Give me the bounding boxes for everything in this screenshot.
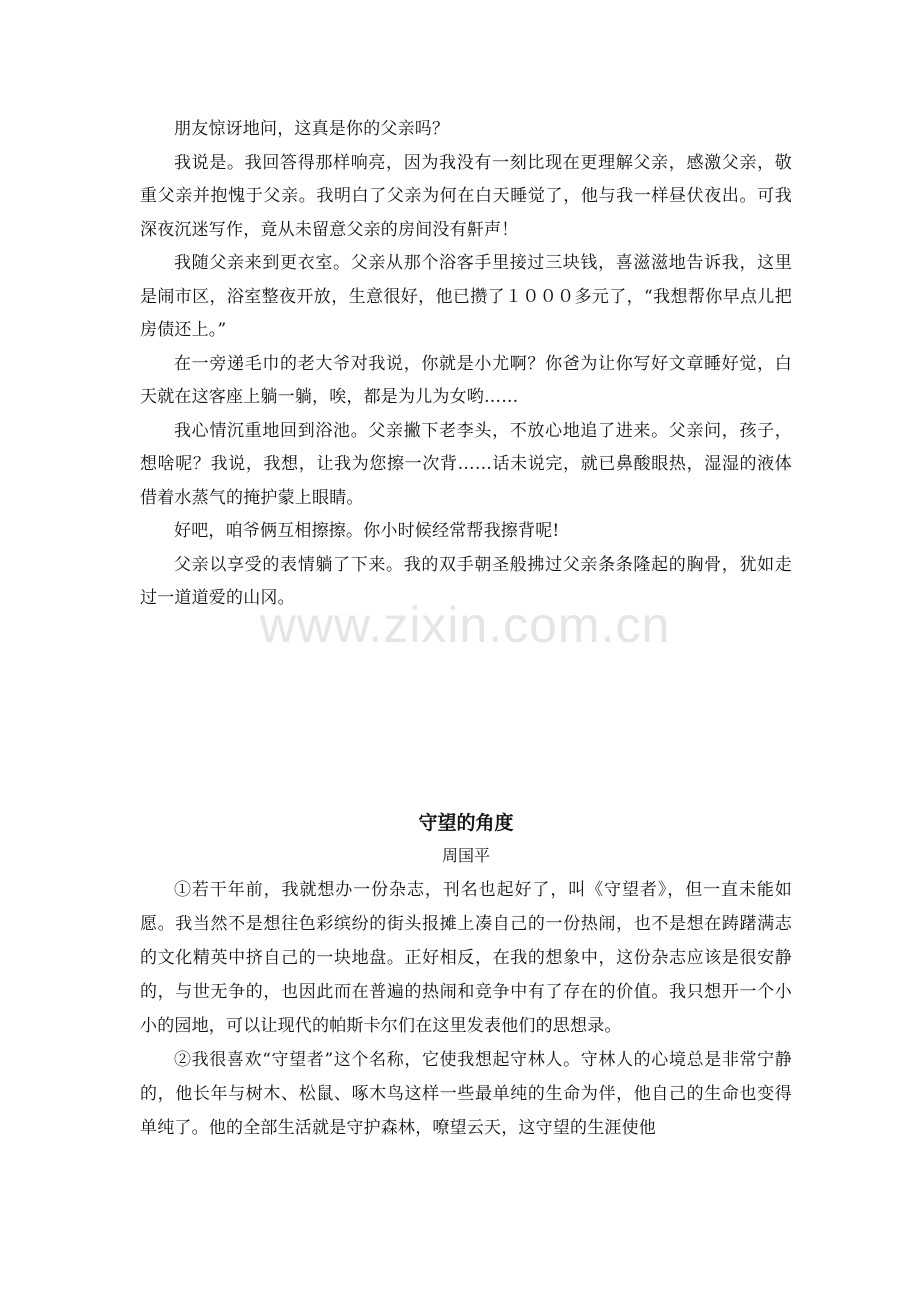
story-paragraph: 我随父亲来到更衣室。父亲从那个浴客手里接过三块钱，喜滋滋地告诉我，这里是闹市区，浴室整夜开放，生意很好，他已攒了１０００多元了，“我想帮你早点儿把房债还上。” xyxy=(140,253,792,340)
story-paragraph: 好吧，咱爷俩互相擦擦。你小时候经常帮我擦背呢! xyxy=(174,521,560,541)
story-paragraph: 在一旁递毛巾的老大爷对我说，你就是小尤啊？你爸为让你写好文章睡好觉，白天就在这客座上躺一躺，唉，都是为儿为女哟…… xyxy=(140,353,792,407)
story-paragraph: 父亲以享受的表情躺了下来。我的双手朝圣般拂过父亲条条隆起的胸骨，犹如走过一道道爱的山冈。 xyxy=(140,554,792,608)
story-excerpt xyxy=(140,113,792,616)
essay-author: 周国平 xyxy=(441,846,490,865)
essay-section xyxy=(140,805,792,1145)
story-paragraph: 我说是。我回答得那样响亮，因为我没有一刻比现在更理解父亲，感激父亲，敬重父亲并抱愧于父亲。我明白了父亲为何在白天睡觉了，他与我一样昼伏夜出。可我深夜沉迷写作，竟从未留意父亲的房间没有鼾声！ xyxy=(140,152,792,240)
essay-title: 守望的角度 xyxy=(418,812,514,834)
story-paragraph: 我心情沉重地回到浴池。父亲撇下老李头，不放心地追了进来。父亲问，孩子，想啥呢？我说，我想，让我为您擦一次背……话未说完，就已鼻酸眼热，湿湿的液体借着水蒸气的掩护蒙上眼睛。 xyxy=(140,420,792,508)
essay-paragraph: ①若干年前，我就想办一份杂志，刊名也起好了，叫《守望者》，但一直未能如愿。我当然不是想往色彩缤纷的街头报摊上凑自己的一份热闹，也不是想在踌躇满志的文化精英中挤自己的一块地盘。正好相反，在我的想象中，这份杂志应该是很安静的，与世无争的，也因此而在普遍的热闹和竞争中有了存在的价值。我只想开一个小小的园地，可以让现代的帕斯卡尔们在这里发表他们的思想录。 xyxy=(140,880,792,1036)
story-paragraph: 朋友惊讶地问，这真是你的父亲吗？ xyxy=(174,119,450,139)
essay-paragraph: ②我很喜欢“守望者”这个名称，它使我想起守林人。守林人的心境总是非常宁静的，他长年与树木、松鼠、啄木鸟这样一些最单纯的生命为伴，他自己的生命也变得单纯了。他的全部生活就是守护森林，嘹望云天，这守望的生涯使他 xyxy=(140,1050,792,1138)
site-watermark: www.zixin.com.cn xyxy=(259,597,671,653)
